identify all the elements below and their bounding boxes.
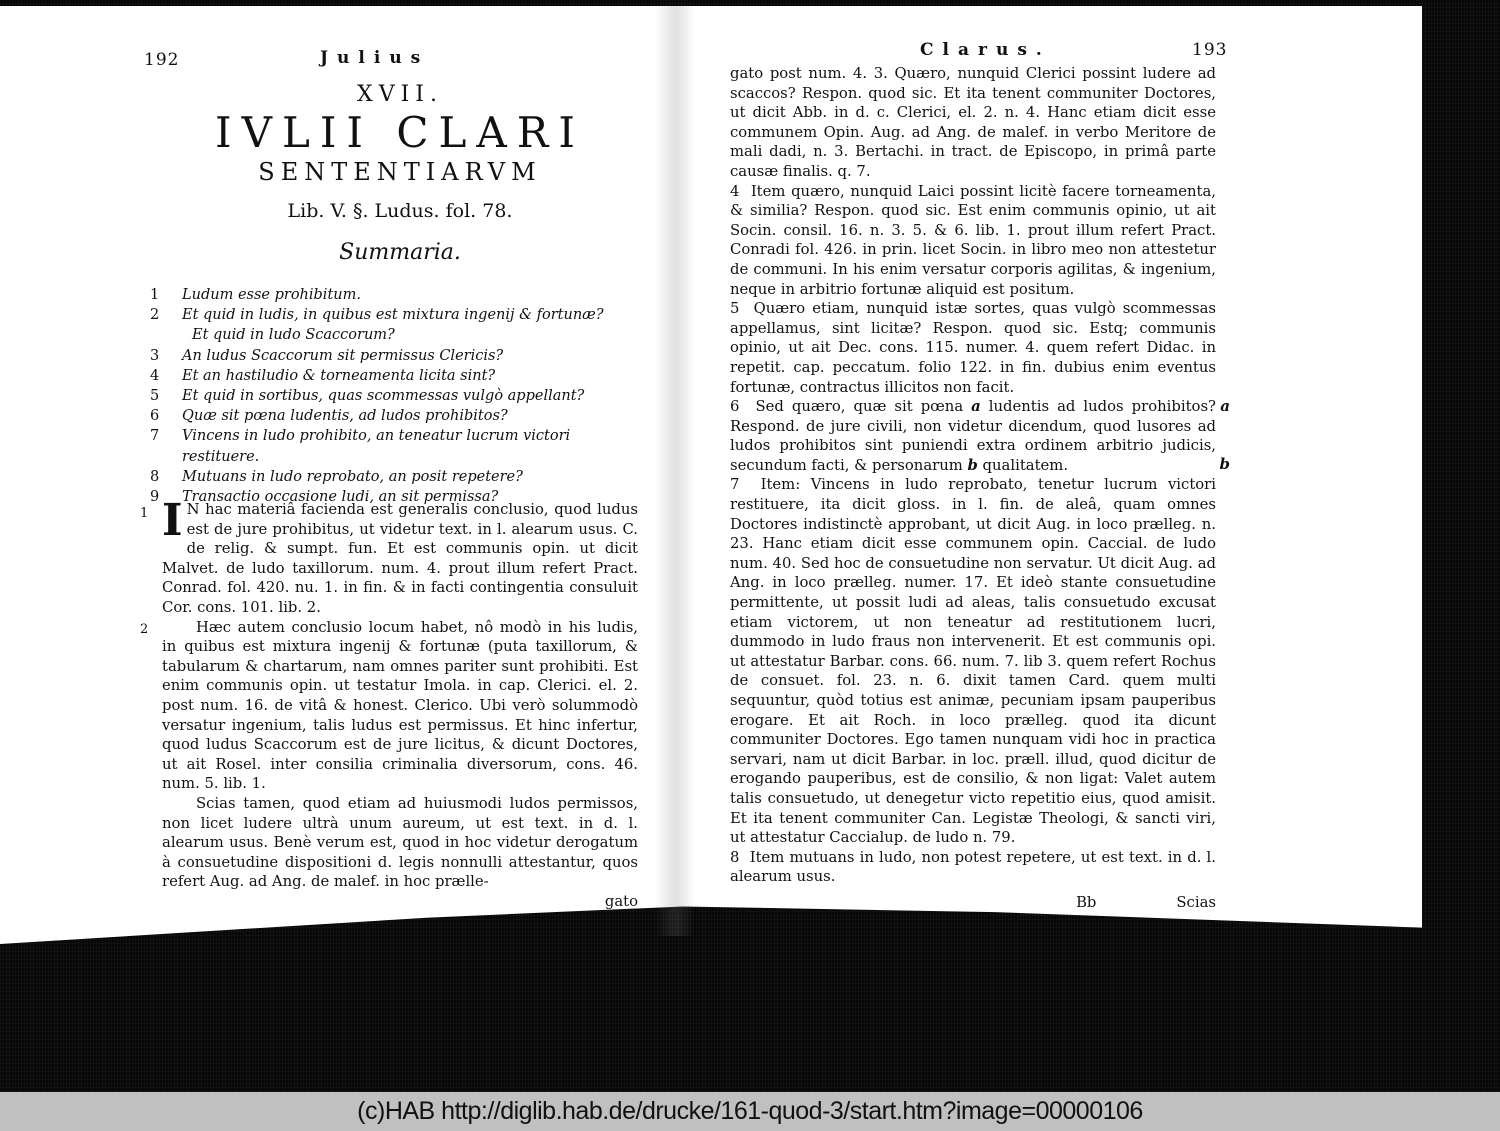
summary-item: 8 Mutuans in ludo reprobato, an posit repetere?: [150, 468, 523, 485]
paragraph-7: 7 Item: Vincens in ludo reprobato, tenetur lucrum victori restituere, ita dicit gloss. in l. fin. de aleâ, quam omnes Doctores indistinctè approbant, ut dicit Aug. in loco prælleg. n. 23. Hanc etiam dicit esse communem opin. Caccial. de ludo num. 40. Sed hoc de consuetudine non servatur. Ut dicit Aug. ad Ang. in loco prælleg. numer. 17. Et ideò stante consuetudine permittente, ut possit ludi ad aleas, talis consuetudo excusat etiam victorem, ut non teneatur ad restitutionem lucri, dummodo in ludo fraus non intervenerit. Et est communis opi. ut attestatur Barbar. cons. 66. num. 7. lib 3. quem refert Rochus de consuet. fol. 23. n. 6. dixit tamen Card. quem multi sequuntur, quòd totius est animæ, pecuniam ipsam pauperibus erogare. Et ait Roch. in loco prælleg. quod ita dicunt communiter Doctores. Ego tamen nunquam vidi hoc in practica servari, nam ut dicit Barbar. in loc. præll. illud, quod dicitur de erogando pauperibus, est de consilio, & non ligat: Valet autem talis consuetudo, ut denegetur victo repetitio eius, quod amisit. Et ita tenent communiter Can. Legistæ Theologi, & sancti viri, ut attestatur Caccialup. de ludo n. 79.: [730, 476, 1216, 847]
summaria-list: [150, 285, 620, 507]
summary-item: 9 Transactio occasione ludi, an sit permissa?: [150, 489, 499, 506]
summary-item: 7 Vincens in ludo prohibito, an teneatur lucrum victori restituere.: [150, 428, 571, 465]
paragraph-6: 6 Sed quæro, quæ sit pœna a ludentis ad ludos prohibitos? Respond. de jure civili, non videtur dicendum, quod lusores ad ludos prohibitos sint puniendi extra ordinem arbitrio judicis, secundum facti, & personarum b qualitatem. a b: [730, 397, 1230, 474]
margin-number: 2: [140, 621, 149, 637]
summary-item: Et quid in ludo Scaccorum?: [192, 327, 395, 344]
copyright-footer: [0, 1092, 1500, 1131]
summary-item: 3 An ludus Scaccorum sit permissus Clericis?: [150, 347, 504, 364]
running-head-left: Julius: [320, 48, 430, 68]
summary-item: 6 Quæ sit pœna ludentis, ad ludos prohibitos?: [150, 408, 508, 425]
margin-number: 1: [140, 506, 149, 521]
side-note-a: a: [1220, 397, 1230, 416]
signature-line: [730, 893, 1216, 913]
paragraph-5: 5 Quæro etiam, nunquid istæ sortes, quas vulgò scommessas appellamus, sint licitæ? Respon. quod sic. Estq; communis opinio, ut ait Dec. cons. 115. numer. 4. quem refert Didac. in repetit. cap. peccatum. folio 122. in fin. dubius enim eventus fortunæ, contractus illicitos non facit.: [730, 300, 1216, 396]
summary-item: 4 Et an hastiludio & torneamenta licita sint?: [150, 367, 496, 384]
copyright-text: (c)HAB http://diglib.hab.de/drucke/161-quod-3/start.htm?image=00000106: [357, 1097, 1143, 1125]
margin-number: 6: [730, 398, 740, 416]
margin-number: 7: [730, 476, 740, 494]
catchword-right: Scias: [1176, 893, 1216, 911]
signature-mark: Bb: [1076, 893, 1097, 911]
paragraph-8: 8 Item mutuans in ludo, non potest repetere, ut est text. in d. l. alearum usus.: [730, 848, 1216, 886]
book-title: IVLII CLARI: [215, 108, 585, 157]
page-number-right: 193: [1192, 40, 1228, 60]
book-subtitle: SENTENTIARVM: [258, 158, 542, 186]
right-body-text: [730, 64, 1230, 913]
catchword-left: gato: [604, 892, 638, 910]
margin-number: 4: [730, 182, 740, 200]
source-reference: Lib. V. §. Ludus. fol. 78.: [287, 200, 513, 222]
paragraph-1: 1 I N hac materiâ facienda est generalis conclusio, quod ludus est de jure prohibitus, ut videtur text. in l. alearum usus. C. de relig. & sumpt. fun. Et est communis opin. ut dicit Malvet. de ludo taxillorum. num. 4. prout illum refert Pract. Conrad. fol. 420. nu. 1. in fin. & in facti contingentia consuluit Cor. cons. 101. lib. 2.: [140, 495, 638, 616]
footnote-mark-b: b: [967, 456, 978, 474]
summary-item: 2 Et quid in ludis, in quibus est mixtura ingenij & fortunæ?: [150, 307, 604, 324]
page-number-left: 192: [144, 50, 180, 70]
summaria-heading: Summaria.: [339, 240, 461, 265]
paragraph-3-cont: gato post num. 4. 3. Quæro, nunquid Clerici possint ludere ad scaccos? Respon. quod sic. Et ita tenent communiter Doctores, ut dicit Abb. in d. c. Clerici, el. 2. n. 4. Hanc etiam dicit esse communem Opin. Aug. ad Ang. de malef. in verbo Meritore de mali dadi, n. 3. Bertachi. in tract. de Episcopo, in primâ parte causæ finalis. q. 7.: [730, 65, 1216, 180]
paragraph-3: Scias tamen, quod etiam ad huiusmodi ludos permissos, non licet ludere ultrà unum aureum, ut est text. in d. l. alearum usus. Benè verum est, quod in hoc videtur derogatum à consuetudine dispositioni d. legis nonnulli attestantur, quos refert Aug. ad Ang. de malef. in hoc prælle-: [162, 794, 638, 891]
summary-item: 1 Ludum esse prohibitum.: [150, 287, 361, 303]
paragraph-4: 4 Item quæro, nunquid Laici possint licitè facere torneamenta, & similia? Respon. quod sic. Est enim communis opinio, ut ait Socin. consil. 16. n. 3. 5. & 6. lib. 1. prout illum refert Pract. Conradi fol. 426. in prin. licet Socin. in libro meo non attestetur de communi. In his enim versatur corporis agilitas, & ingenium, neque in arbitrio fortunæ aliquid est positum.: [730, 182, 1216, 298]
margin-number: 8: [730, 848, 740, 866]
chapter-number: XVII.: [357, 82, 443, 107]
running-head-right: Clarus.: [920, 40, 1051, 60]
footnote-mark-a: a: [971, 398, 981, 416]
drop-cap: I: [162, 495, 183, 546]
margin-number: 5: [730, 300, 740, 318]
side-note-b: b: [1219, 455, 1230, 474]
paragraph-2: 2 Hæc autem conclusio locum habet, nô modò in his ludis, in quibus est mixtura ingenij & fortunæ (puta taxillorum, & tabularum & chartarum, nam omnes pariter sunt prohibiti. Est enim communis opin. ut testatur Imola. in cap. Clerici. el. 2. post num. 16. de vitâ & honest. Clerico. Ubi verò solummodò versatur ingenium, talis ludus est permissus. Et hinc infertur, quod ludus Scaccorum est de jure licitus, & dicunt Doctores, ut ait Rosel. inter consilia criminalia diversorum, cons. 46. num. 5. lib. 1.: [140, 618, 638, 793]
summary-item: 5 Et quid in sortibus, quas scommessas vulgò appellant?: [150, 388, 585, 405]
book-gutter: [655, 6, 695, 936]
